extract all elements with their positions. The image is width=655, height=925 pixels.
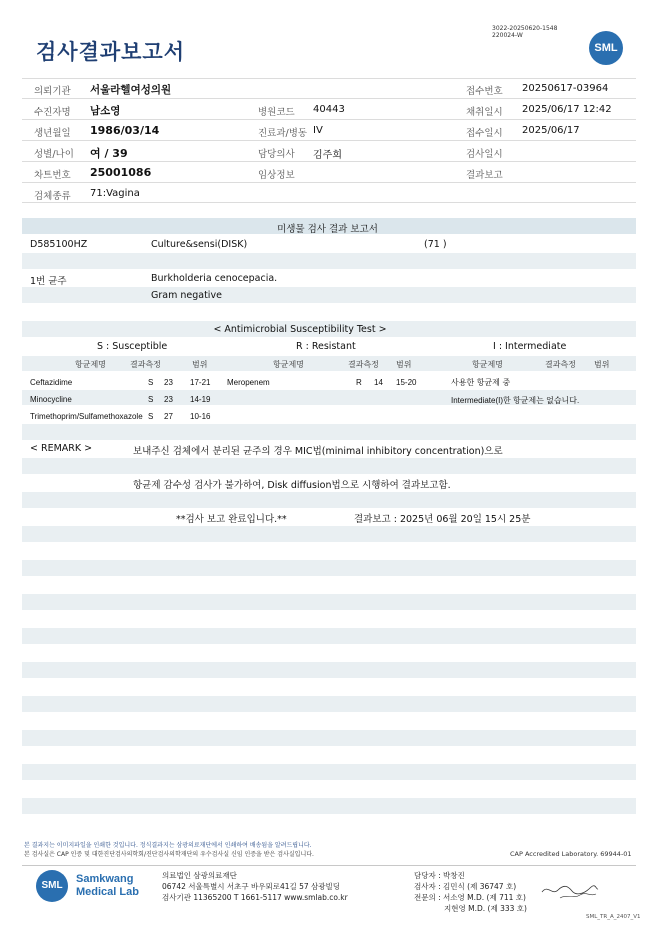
patient-name-value: 남소영 — [90, 105, 121, 117]
ast-drug: Minocycline — [30, 395, 72, 404]
report-complete: **검사 보고 완료입니다.** — [176, 514, 287, 525]
received-label: 접수일시 — [466, 128, 503, 139]
org-line-2: 06742 서울특별시 서초구 바우뫼로41길 57 삼광빌딩 — [162, 882, 341, 891]
requester-label: 의뢰기관 — [34, 86, 71, 97]
row-band — [22, 526, 636, 542]
dob-label: 생년월일 — [34, 128, 71, 139]
col-range-3: 범위 — [594, 360, 610, 369]
test-name: Culture&sensi(DISK) — [151, 239, 248, 250]
row-band — [22, 662, 636, 678]
row-band — [22, 730, 636, 746]
organism-name: Burkholderia cenocepacia. — [151, 273, 278, 284]
brand-line-1: Samkwang — [76, 873, 134, 885]
ast-value: 23 — [164, 395, 173, 404]
reception-no-label: 접수번호 — [466, 86, 503, 97]
specimen-label: 검체종류 — [34, 191, 71, 202]
tested-label: 검사일시 — [466, 149, 503, 160]
brand-line-2: Medical Lab — [76, 886, 139, 898]
clinical-info-label: 임상정보 — [258, 170, 295, 181]
legend-resistant: R : Resistant — [296, 341, 356, 352]
sex-age-value: 여 / 39 — [90, 147, 128, 160]
ast-drug: Ceftazidime — [30, 378, 73, 387]
row-band — [22, 287, 636, 303]
staff-line-4: 지현영 M.D. (제 333 호) — [444, 904, 527, 913]
col-drug-1: 항균제명 — [75, 360, 106, 369]
staff-line-3: 전문의 : 서소영 M.D. (제 711 호) — [414, 893, 526, 902]
row-band — [22, 424, 636, 440]
divider — [22, 78, 636, 79]
ast-range: 10-16 — [190, 412, 211, 421]
ast-drug: Trimethoprim/Sulfamethoxazole — [30, 412, 143, 421]
col-result-3: 결과측정 — [545, 360, 576, 369]
footer-divider — [22, 865, 636, 866]
ast-value: 14 — [374, 378, 383, 387]
document-id-line-2: 220024-W — [492, 32, 523, 39]
ast-value: 27 — [164, 412, 173, 421]
col-result-2: 결과측정 — [348, 360, 379, 369]
department-label: 진료과/병동 — [258, 128, 308, 139]
ast-sir: S — [148, 395, 154, 404]
divider — [22, 182, 636, 183]
footer-note-1: 본 결과지는 이미지파일을 인쇄한 것입니다. 정식결과지는 삼광의료재단에서 인쇄하여 배송됨을 알려드립니다. — [24, 842, 312, 849]
row-band — [22, 798, 636, 814]
row-band — [22, 253, 636, 269]
org-line-1: 의료법인 삼광의료재단 — [162, 871, 237, 880]
row-band — [22, 458, 636, 474]
col-range-1: 범위 — [192, 360, 208, 369]
test-specimen-code: (71 ) — [424, 239, 447, 250]
hospital-code-label: 병원코드 — [258, 107, 295, 118]
staff-info — [414, 870, 527, 914]
doctor-value: 김주희 — [313, 150, 342, 161]
received-value: 2025/06/17 — [522, 125, 580, 136]
ast-sir: R — [356, 378, 362, 387]
signature-icon — [540, 882, 600, 900]
divider — [22, 119, 636, 120]
chart-no-label: 차트번호 — [34, 170, 71, 181]
hospital-code-value: 40443 — [313, 104, 345, 115]
footer-notes — [24, 841, 314, 859]
ast-note: 사용한 항균제 중 — [451, 378, 511, 387]
doctor-label: 담당의사 — [258, 149, 295, 160]
sml-logo-icon: SML — [589, 31, 623, 65]
footer-note-2: 본 검사실은 CAP 인증 및 대한진단검사의학회/진단검사의학재단의 우수검사실 신임 인증을 받은 검사실입니다. — [24, 851, 314, 858]
document-id — [492, 25, 557, 39]
ast-sir: S — [148, 412, 154, 421]
col-drug-2: 항균제명 — [273, 360, 304, 369]
col-drug-3: 항균제명 — [472, 360, 503, 369]
staff-line-1: 담당자 : 박창진 — [414, 871, 465, 880]
row-band — [22, 764, 636, 780]
department-value: IV — [313, 125, 323, 136]
patient-name-label: 수진자명 — [34, 107, 71, 118]
brand-name — [76, 873, 139, 899]
row-band — [22, 492, 636, 508]
col-range-2: 범위 — [396, 360, 412, 369]
divider — [22, 161, 636, 162]
report-time: 결과보고 : 2025년 06월 20일 15시 25분 — [354, 514, 531, 525]
ast-value: 23 — [164, 378, 173, 387]
ast-note: Intermediate(I)한 항균제는 없습니다. — [451, 396, 580, 405]
col-result-1: 결과측정 — [130, 360, 161, 369]
ast-drug: Meropenem — [227, 378, 270, 387]
ast-header-band — [22, 356, 636, 371]
collected-value: 2025/06/17 12:42 — [522, 104, 612, 115]
staff-line-2: 검사자 : 김민식 (제 36747 호) — [414, 882, 517, 891]
row-band — [22, 696, 636, 712]
organism-label: 1번 균주 — [30, 276, 67, 287]
row-band — [22, 628, 636, 644]
specimen-value: 71:Vagina — [90, 188, 140, 199]
ast-title: < Antimicrobial Susceptibility Test > — [213, 324, 387, 335]
gram-stain: Gram negative — [151, 290, 222, 301]
row-band — [22, 594, 636, 610]
micro-section-title: 미생물 검사 결과 보고서 — [277, 224, 378, 235]
document-id-line-1: 3022-20250620-1548 — [492, 25, 558, 32]
ast-range: 14-19 — [190, 395, 211, 404]
form-id: SML_TR_A_2407_V1 — [586, 914, 641, 920]
dob-value: 1986/03/14 — [90, 124, 160, 137]
requester-value: 서울라헬여성의원 — [90, 84, 172, 96]
ast-sir: S — [148, 378, 154, 387]
cap-accreditation: CAP Accredited Laboratory. 69944-01 — [510, 850, 632, 858]
ast-range: 15-20 — [396, 378, 417, 387]
row-band — [22, 560, 636, 576]
reception-no-value: 20250617-03964 — [522, 83, 609, 94]
sex-age-label: 성별/나이 — [34, 149, 74, 160]
remark-label: < REMARK > — [30, 443, 93, 454]
legend-susceptible: S : Susceptible — [97, 341, 168, 352]
remark-line-1: 보내주신 검체에서 분리된 균주의 경우 MIC법(minimal inhibitory concentration)으로 — [133, 446, 503, 457]
legend-intermediate: I : Intermediate — [493, 341, 567, 352]
collected-label: 채취일시 — [466, 107, 503, 118]
divider — [22, 202, 636, 203]
report-title: 검사결과보고서 — [36, 40, 186, 64]
org-line-3: 검사기관 11365200 T 1661-5117 www.smlab.co.kr — [162, 893, 348, 902]
divider — [22, 140, 636, 141]
chart-no-value: 25001086 — [90, 166, 152, 179]
ast-range: 17-21 — [190, 378, 211, 387]
remark-line-2: 항균제 감수성 검사가 불가하여, Disk diffusion법으로 시행하여 결과보고함. — [133, 480, 451, 491]
organization-info — [162, 870, 348, 903]
divider — [22, 98, 636, 99]
test-code: D585100HZ — [30, 239, 88, 250]
sml-footer-logo-icon: SML — [36, 870, 68, 902]
result-report-label: 결과보고 — [466, 170, 503, 181]
